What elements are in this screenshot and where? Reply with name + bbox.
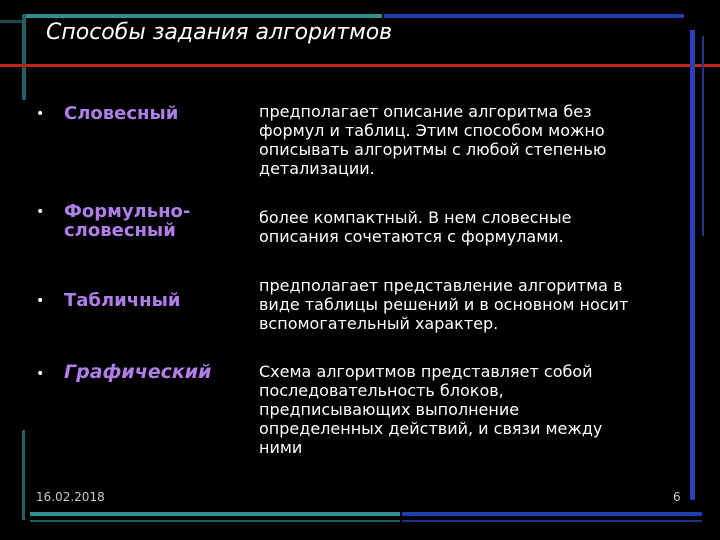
bullet-icon: •	[36, 293, 45, 309]
term-description: Схема алгоритмов представляет собой последовательность блоков, предписывающих выполнение определенных действий, и связи между ними	[259, 362, 603, 457]
term-description: предполагает представление алгоритма в виде таблицы решений и в основном носит вспомогательный характер.	[259, 276, 629, 333]
decor-line	[22, 430, 25, 520]
decor-line	[0, 20, 22, 23]
decor-line	[402, 520, 702, 522]
decor-line	[30, 520, 400, 522]
term-label: Словесный	[64, 103, 179, 124]
decor-line	[22, 14, 382, 18]
term-description: предполагает описание алгоритма без формул и таблиц. Этим способом можно описывать алгоритмы с любой степенью детализации.	[259, 102, 607, 178]
decor-line	[22, 14, 26, 100]
page-number: 6	[673, 490, 681, 504]
decor-line	[402, 512, 702, 516]
term-label: Табличный	[64, 290, 181, 311]
term-label: Формульно- словесный	[64, 201, 191, 241]
bullet-icon: •	[36, 204, 45, 220]
slide-title: Способы задания алгоритмов	[46, 20, 393, 45]
term-description: более компактный. В нем словесные описания сочетаются с формулами.	[259, 208, 572, 246]
bullet-icon: •	[36, 106, 45, 122]
footer-date: 16.02.2018	[36, 490, 105, 504]
decor-line	[690, 30, 695, 500]
title-underline	[0, 64, 720, 67]
decor-line	[384, 14, 684, 18]
decor-line	[30, 512, 400, 516]
bullet-icon: •	[36, 366, 45, 382]
decor-line	[702, 36, 704, 236]
term-label: Графический	[64, 361, 212, 383]
